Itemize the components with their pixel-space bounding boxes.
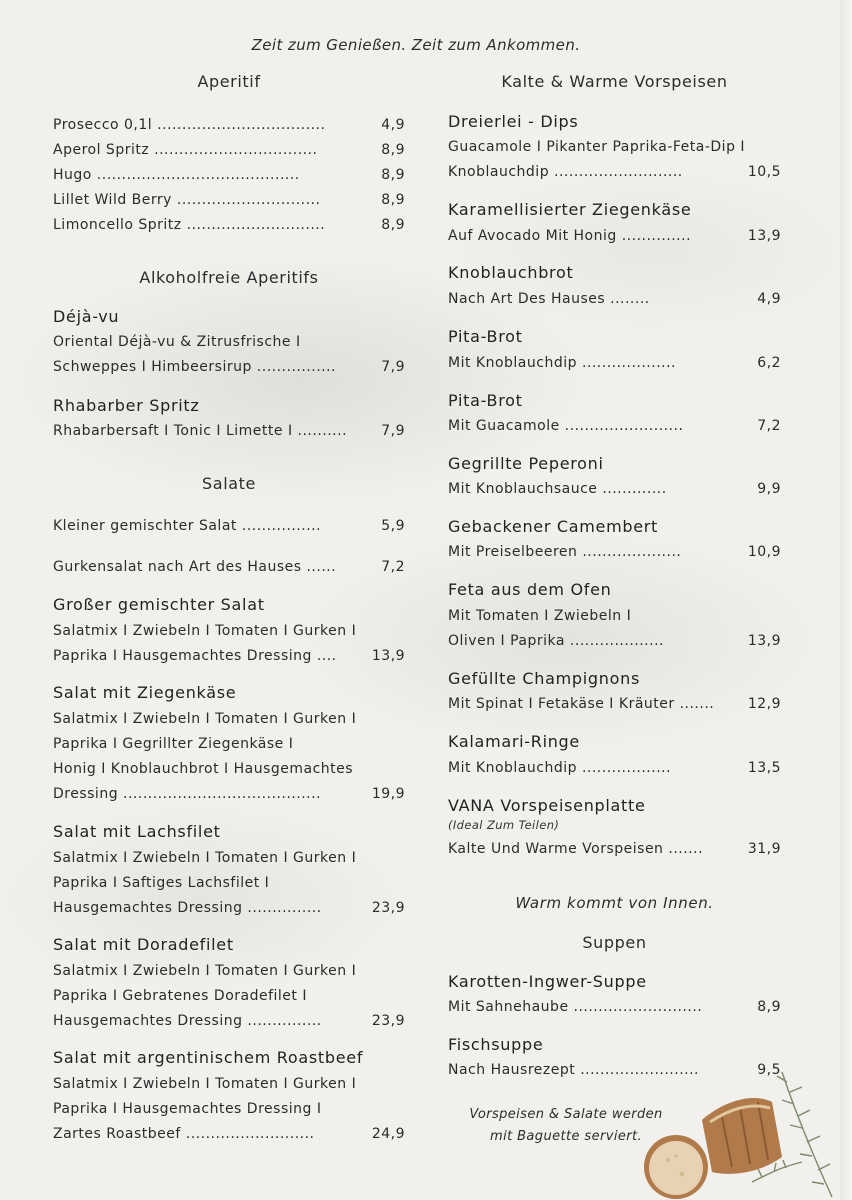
item-price: 9,5 <box>757 1062 781 1078</box>
desc-line: Dressing ........................................ <box>53 786 322 802</box>
item-title-dejavu: Déjà-vu <box>53 307 120 326</box>
item-desc <box>53 356 405 378</box>
desc-line: Salatmix I Zwiebeln I Tomaten I Gurken I <box>53 963 357 979</box>
item-desc <box>448 605 781 627</box>
item-desc <box>448 757 781 779</box>
item-price: 7,9 <box>381 423 405 439</box>
item-desc <box>53 620 405 642</box>
section-heading-alkoholfrei: Alkoholfreie Aperitifs <box>139 268 319 287</box>
item-title-rhabarber: Rhabarber Spritz <box>53 396 200 415</box>
item-title-pita-guacamole: Pita-Brot <box>448 391 523 410</box>
item-label: Hugo ......................................... <box>53 167 300 183</box>
item-desc <box>53 872 405 894</box>
desc-line: Paprika I Gebratenes Doradefilet I <box>53 988 307 1004</box>
item-desc <box>448 996 781 1018</box>
desc-line: Nach Art Des Hauses ........ <box>448 291 650 307</box>
item-price: 8,9 <box>381 217 405 233</box>
item-label: Prosecco 0,1l .................................. <box>53 117 326 133</box>
desc-line: Guacamole I Pikanter Paprika-Feta-Dip I <box>448 139 746 155</box>
desc-line: Paprika I Gegrillter Ziegenkäse I <box>53 736 294 752</box>
tagline-warm: Warm kommt von Innen. <box>515 894 714 912</box>
desc-line: Salatmix I Zwiebeln I Tomaten I Gurken I <box>53 623 357 639</box>
item-title-champignons: Gefüllte Champignons <box>448 669 640 688</box>
item-title-karamell-ziegenkaese: Karamellisierter Ziegenkäse <box>448 200 692 219</box>
section-heading-vorspeisen: Kalte & Warme Vorspeisen <box>501 72 728 91</box>
menu-item-aperol <box>53 139 405 161</box>
menu-item-kleiner-salat <box>53 515 405 537</box>
desc-line: Paprika I Saftiges Lachsfilet I <box>53 875 270 891</box>
item-desc <box>448 838 781 860</box>
menu-item-lillet <box>53 189 405 211</box>
item-desc <box>53 783 405 805</box>
item-price: 13,9 <box>371 648 405 664</box>
desc-line: Mit Knoblauchdip .................. <box>448 760 672 776</box>
desc-line: Oriental Déjà-vu & Zitrusfrische I <box>53 334 301 350</box>
item-price: 10,5 <box>747 164 781 180</box>
item-price: 13,9 <box>747 633 781 649</box>
item-title-karotten-suppe: Karotten-Ingwer-Suppe <box>448 972 647 991</box>
page-edge <box>840 0 852 1200</box>
item-label: Limoncello Spritz ............................ <box>53 217 326 233</box>
item-title-kalamari: Kalamari-Ringe <box>448 732 580 751</box>
section-heading-aperitif: Aperitif <box>197 72 261 91</box>
item-price: 9,9 <box>757 481 781 497</box>
desc-line: Mit Knoblauchdip ................... <box>448 355 676 371</box>
item-desc <box>53 645 405 667</box>
item-desc <box>448 352 781 374</box>
item-desc <box>53 847 405 869</box>
item-desc <box>53 1073 405 1095</box>
item-price: 6,2 <box>757 355 781 371</box>
item-desc <box>53 985 405 1007</box>
desc-line: Mit Tomaten I Zwiebeln I <box>448 608 632 624</box>
item-desc <box>448 415 781 437</box>
desc-line: Mit Spinat I Fetakäse I Kräuter ....... <box>448 696 715 712</box>
menu-item-prosecco <box>53 114 405 136</box>
desc-line: Hausgemachtes Dressing ............... <box>53 1013 322 1029</box>
item-price: 8,9 <box>381 192 405 208</box>
item-desc <box>53 331 405 353</box>
item-title-dips: Dreierlei - Dips <box>448 112 579 131</box>
item-price: 8,9 <box>757 999 781 1015</box>
desc-line: Zartes Roastbeef .......................... <box>53 1126 315 1142</box>
item-title-feta: Feta aus dem Ofen <box>448 580 612 599</box>
item-title-fischsuppe: Fischsuppe <box>448 1035 544 1054</box>
item-price: 7,9 <box>381 359 405 375</box>
item-price: 7,2 <box>381 559 405 575</box>
item-desc <box>448 288 781 310</box>
item-title-lachsfilet-salat: Salat mit Lachsfilet <box>53 822 221 841</box>
item-price: 31,9 <box>747 841 781 857</box>
footer-line-1: Vorspeisen & Salate werden <box>469 1107 663 1122</box>
tagline-top: Zeit zum Genießen. Zeit zum Ankommen. <box>251 36 581 54</box>
item-price: 23,9 <box>371 900 405 916</box>
desc-line: Schweppes I Himbeersirup ................ <box>53 359 337 375</box>
item-desc <box>448 478 781 500</box>
item-label: Lillet Wild Berry ............................. <box>53 192 321 208</box>
item-desc <box>448 136 781 158</box>
desc-line: Mit Sahnehaube .......................... <box>448 999 703 1015</box>
baguette-slices-icon <box>644 1098 782 1199</box>
menu-item-limoncello <box>53 214 405 236</box>
item-price: 24,9 <box>371 1126 405 1142</box>
item-price: 12,9 <box>747 696 781 712</box>
item-desc <box>53 708 405 730</box>
desc-line: Salatmix I Zwiebeln I Tomaten I Gurken I <box>53 711 357 727</box>
item-price: 5,9 <box>381 518 405 534</box>
desc-line: Nach Hausrezept ........................ <box>448 1062 699 1078</box>
item-title-peperoni: Gegrillte Peperoni <box>448 454 604 473</box>
item-desc <box>448 161 781 183</box>
item-title-grosser-salat: Großer gemischter Salat <box>53 595 265 614</box>
desc-line: Salatmix I Zwiebeln I Tomaten I Gurken I <box>53 1076 357 1092</box>
footer-line-2: mit Baguette serviert. <box>490 1129 642 1144</box>
item-desc <box>53 1123 405 1145</box>
menu-item-hugo <box>53 164 405 186</box>
item-title-knoblauchbrot: Knoblauchbrot <box>448 263 574 282</box>
item-desc <box>53 1098 405 1120</box>
item-title-camembert: Gebackener Camembert <box>448 517 659 536</box>
desc-line: Mit Preiselbeeren .................... <box>448 544 682 560</box>
item-price: 10,9 <box>747 544 781 560</box>
desc-line: Oliven I Paprika ................... <box>448 633 664 649</box>
bread-rosemary-icon <box>632 1062 842 1200</box>
desc-line: Rhabarbersaft I Tonic I Limette I .......... <box>53 423 348 439</box>
desc-line: Honig I Knoblauchbrot I Hausgemachtes <box>53 761 354 777</box>
item-note: (Ideal Zum Teilen) <box>448 818 560 832</box>
item-title-ziegenkaese-salat: Salat mit Ziegenkäse <box>53 683 237 702</box>
section-heading-suppen: Suppen <box>582 933 647 952</box>
item-price: 19,9 <box>371 786 405 802</box>
item-desc <box>53 897 405 919</box>
item-price: 23,9 <box>371 1013 405 1029</box>
item-desc <box>53 420 405 442</box>
item-price: 13,5 <box>747 760 781 776</box>
item-title-roastbeef-salat: Salat mit argentinischem Roastbeef <box>53 1048 364 1067</box>
item-label: Kleiner gemischter Salat ................ <box>53 518 322 534</box>
item-title-doradefilet-salat: Salat mit Doradefilet <box>53 935 234 954</box>
item-label: Gurkensalat nach Art des Hauses ...... <box>53 559 337 575</box>
item-price: 8,9 <box>381 167 405 183</box>
desc-line: Mit Guacamole ........................ <box>448 418 684 434</box>
item-desc <box>448 693 781 715</box>
item-desc <box>448 541 781 563</box>
item-title-vorspeisenplatte: VANA Vorspeisenplatte <box>448 796 646 815</box>
item-price: 4,9 <box>381 117 405 133</box>
section-heading-salate: Salate <box>202 474 256 493</box>
desc-line: Hausgemachtes Dressing ............... <box>53 900 322 916</box>
item-desc <box>53 1010 405 1032</box>
item-desc <box>53 733 405 755</box>
desc-line: Kalte Und Warme Vorspeisen ....... <box>448 841 704 857</box>
item-desc <box>448 630 781 652</box>
item-price: 8,9 <box>381 142 405 158</box>
item-price: 4,9 <box>757 291 781 307</box>
desc-line: Paprika I Hausgemachtes Dressing I <box>53 1101 322 1117</box>
menu-item-gurkensalat <box>53 556 405 578</box>
item-label: Aperol Spritz ................................. <box>53 142 318 158</box>
item-desc <box>448 225 781 247</box>
desc-line: Salatmix I Zwiebeln I Tomaten I Gurken I <box>53 850 357 866</box>
desc-line: Paprika I Hausgemachtes Dressing .... <box>53 648 337 664</box>
desc-line: Knoblauchdip .......................... <box>448 164 683 180</box>
item-title-pita-knoblauch: Pita-Brot <box>448 327 523 346</box>
item-price: 13,9 <box>747 228 781 244</box>
item-price: 7,2 <box>757 418 781 434</box>
item-desc <box>53 758 405 780</box>
item-desc <box>53 960 405 982</box>
desc-line: Mit Knoblauchsauce ............. <box>448 481 667 497</box>
desc-line: Auf Avocado Mit Honig .............. <box>448 228 692 244</box>
